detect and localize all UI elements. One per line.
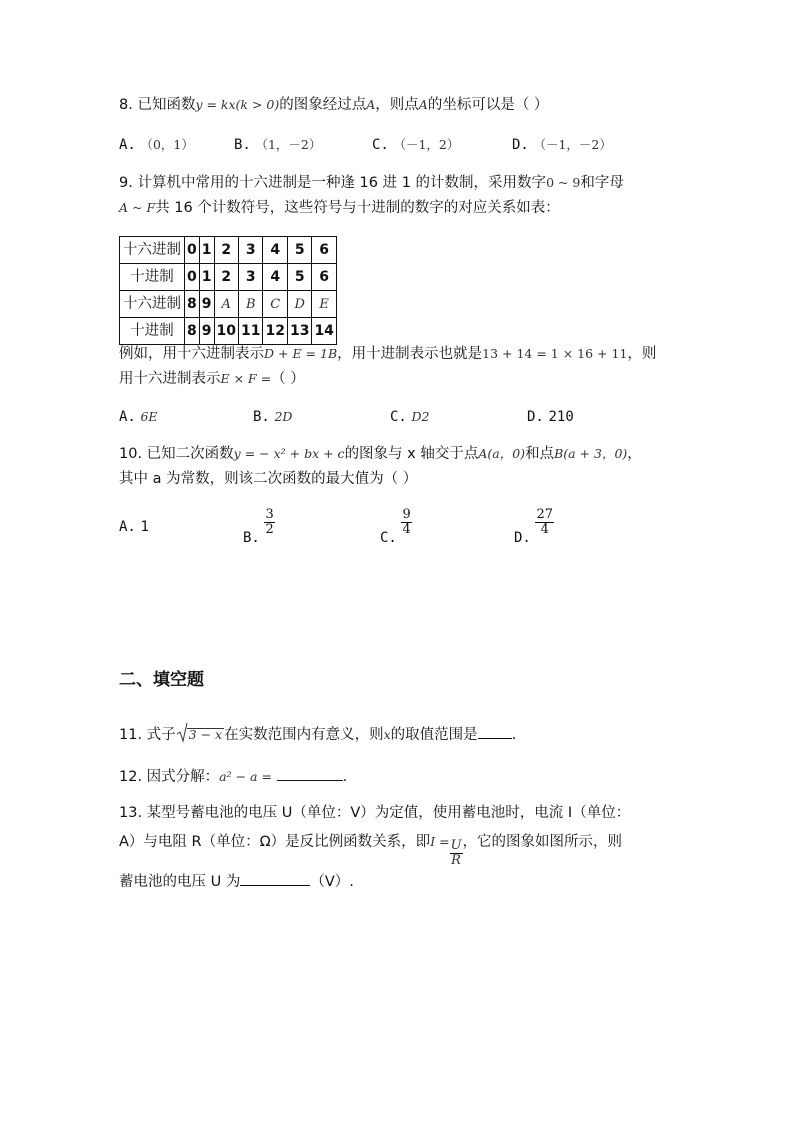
question-9-example-line1: 例如，用十六进制表示D + E = 1B，用十进制表示也就是13 + 14 = 1 × 16 + 11，则 <box>119 346 657 362</box>
sqrt-expression: 3 − x <box>176 728 224 743</box>
question-10-stem-line2: 其中 a 为常数，则该二次函数的最大值为（ ） <box>119 471 418 487</box>
q8-option-b[interactable]: B. （1，－2） <box>234 137 322 153</box>
table-row: 十六进制 0 1 2 3 4 5 6 <box>120 237 337 264</box>
section-title: 二、填空题 <box>119 670 204 690</box>
q10-option-a[interactable]: A. 1 <box>119 519 149 535</box>
question-11: 11. 式子 3 − x 在实数范围内有意义，则x的取值范围是 . <box>119 726 516 743</box>
table-row: 十进制 0 1 2 3 4 5 6 <box>120 264 337 291</box>
q8-option-a[interactable]: A. （0，1） <box>119 137 194 153</box>
q8-option-c[interactable]: C. （－1，2） <box>372 137 460 153</box>
question-13-line2: A）与电阻 R（单位：Ω）是反比例函数关系，即I = $\frac{U}{R}$ ，它的图象如图所示，则 <box>119 834 623 868</box>
answer-blank-13[interactable] <box>240 873 310 886</box>
question-9-stem-line2: A ~ F共 16 个计数符号，这些符号与十进制的数字的对应关系如表： <box>119 200 560 216</box>
q8-option-d[interactable]: D. （－1，－2） <box>512 137 612 153</box>
q9-option-d[interactable]: D. 210 <box>527 409 574 425</box>
question-8-stem: 8. 已知函数y = kx(k > 0)的图象经过点A，则点A的坐标可以是（ ） <box>119 97 549 113</box>
table-row: 十六进制 8 9 A B C D E <box>120 291 337 318</box>
question-9-stem-line1: 9. 计算机中常用的十六进制是一种逢 16 进 1 的计数制，采用数字0 ~ 9和字母 <box>119 175 624 191</box>
question-12: 12. 因式分解：a² − a = . <box>119 769 348 785</box>
table-row: 十进制 8 9 10 11 12 13 14 <box>120 318 337 345</box>
answer-blank-11[interactable] <box>478 726 512 739</box>
q9-option-a[interactable]: A. 6E <box>119 409 158 425</box>
radical-sign-icon <box>176 722 188 744</box>
hex-decimal-table <box>119 236 337 345</box>
question-10-stem-line1: 10. 已知二次函数y = − x² + bx + c的图象与 x 轴交于点A(a，0)和点B(a + 3，0)， <box>119 446 642 462</box>
q10-option-d[interactable]: D. $\frac{27}{4}$ <box>514 507 554 547</box>
q9-option-c[interactable]: C. D2 <box>390 409 430 425</box>
question-9-example-line2: 用十六进制表示E × F =（ ） <box>119 371 305 387</box>
function-formula: y = kx(k > 0) <box>195 97 280 112</box>
question-13-line1: 13. 某型号蓄电池的电压 U（单位：V）为定值，使用蓄电池时，电流 I（单位： <box>119 805 631 821</box>
q9-option-b[interactable]: B. 2D <box>253 409 293 425</box>
q10-option-b[interactable]: B. $\frac{3}{2}$ <box>243 507 274 547</box>
question-13-line3: 蓄电池的电压 U 为 （V）. <box>119 874 354 890</box>
q10-option-c[interactable]: C. $\frac{9}{4}$ <box>380 507 411 547</box>
answer-blank-12[interactable] <box>277 768 343 781</box>
